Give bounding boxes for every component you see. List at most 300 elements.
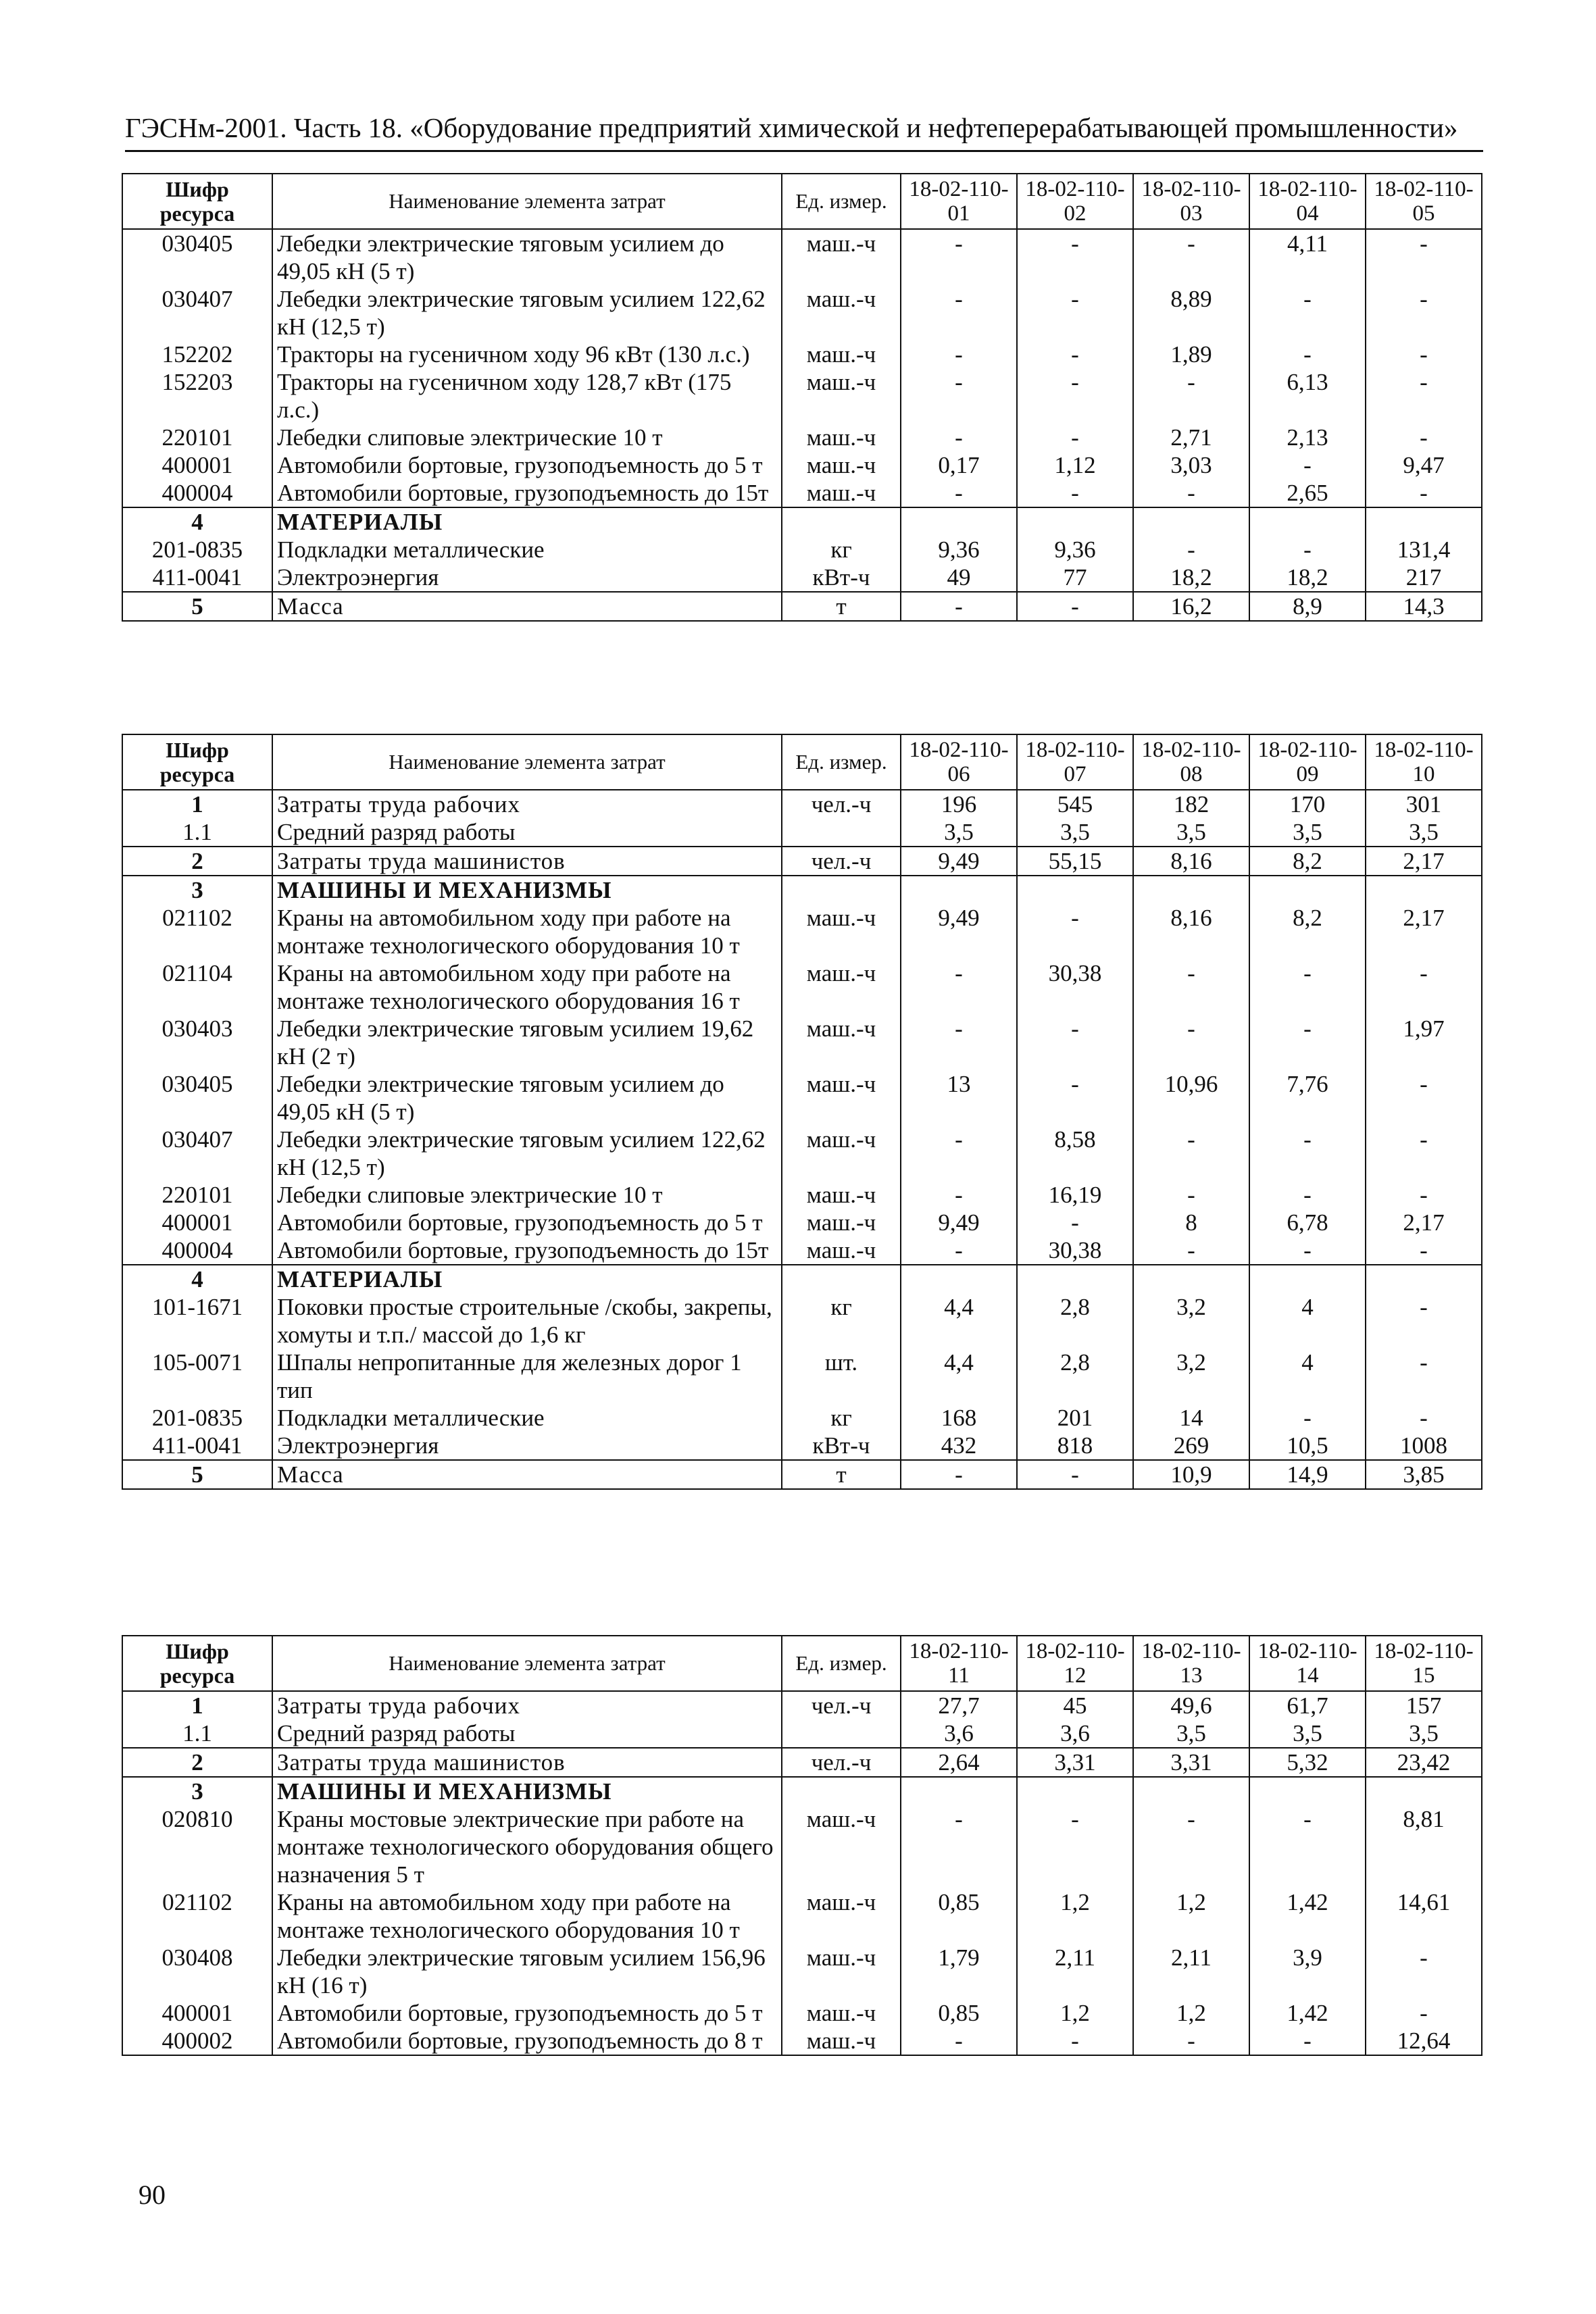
value-cell <box>901 507 1017 536</box>
resource-name-cell: Лебедки электрические тяговым усилием 122,62 кН (12,5 т) <box>272 1126 782 1181</box>
table-row <box>122 285 1482 341</box>
norm-column-header: 18-02-110-06 <box>901 734 1017 790</box>
value-cell: 3,5 <box>901 818 1017 847</box>
unit-column-header: Ед. измер. <box>782 174 901 229</box>
value-cell: 3,6 <box>1017 1719 1133 1748</box>
value-cell: - <box>1133 2027 1249 2055</box>
section-row <box>122 1460 1482 1489</box>
resource-code-cell: 3 <box>122 1777 272 1805</box>
value-cell: - <box>1249 959 1366 1015</box>
value-cell: - <box>1249 1015 1366 1070</box>
unit-cell: маш.-ч <box>782 479 901 507</box>
value-cell: 49,6 <box>1133 1691 1249 1719</box>
value-cell: 0,85 <box>901 1999 1017 2027</box>
value-cell: 2,8 <box>1017 1293 1133 1349</box>
resource-code-cell: 020810 <box>122 1805 272 1888</box>
value-cell: - <box>901 1015 1017 1070</box>
value-cell: - <box>1366 1070 1482 1126</box>
value-cell: 196 <box>901 790 1017 818</box>
value-cell <box>1017 1777 1133 1805</box>
resource-code-cell: 021102 <box>122 904 272 959</box>
table-row <box>122 1888 1482 1944</box>
value-cell: 4 <box>1249 1293 1366 1349</box>
value-cell: - <box>1249 1126 1366 1181</box>
resource-name-cell: Краны мостовые электрические при работе на монтаже технологического оборудования общего назначения 5 т <box>272 1805 782 1888</box>
table-row <box>122 229 1482 285</box>
value-cell: 14,3 <box>1366 592 1482 621</box>
resource-code-cell: 5 <box>122 592 272 621</box>
value-cell: 2,71 <box>1133 424 1249 451</box>
table-row <box>122 1805 1482 1888</box>
resource-code-cell: 411-0041 <box>122 1432 272 1460</box>
section-row <box>122 847 1482 876</box>
value-cell: 9,36 <box>1017 536 1133 563</box>
value-cell: 2,65 <box>1249 479 1366 507</box>
norm-column-header: 18-02-110-08 <box>1133 734 1249 790</box>
resource-name-cell: Лебедки слиповые электрические 10 т <box>272 1181 782 1209</box>
value-cell: - <box>901 592 1017 621</box>
resource-name-cell: Электроэнергия <box>272 1432 782 1460</box>
section-title-cell: МАШИНЫ И МЕХАНИЗМЫ <box>272 876 782 904</box>
norm-column-header: 18-02-110-12 <box>1017 1636 1133 1691</box>
resource-code-cell: 220101 <box>122 424 272 451</box>
value-cell: 30,38 <box>1017 1236 1133 1265</box>
unit-cell: маш.-ч <box>782 1944 901 1999</box>
value-cell: - <box>1249 1404 1366 1432</box>
value-cell: - <box>1133 229 1249 285</box>
section-title-cell: Масса <box>272 1460 782 1489</box>
value-cell: 27,7 <box>901 1691 1017 1719</box>
unit-cell: чел.-ч <box>782 1691 901 1719</box>
resource-name-cell: Средний разряд работы <box>272 1719 782 1748</box>
resource-code-cell: 400001 <box>122 1209 272 1236</box>
resource-name-cell: Краны на автомобильном ходу при работе на монтаже технологического оборудования 16 т <box>272 959 782 1015</box>
table-row <box>122 424 1482 451</box>
value-cell: 2,17 <box>1366 1209 1482 1236</box>
unit-cell: т <box>782 592 901 621</box>
value-cell: - <box>1249 451 1366 479</box>
resource-name-cell: Лебедки электрические тяговым усилием до 49,05 кН (5 т) <box>272 1070 782 1126</box>
resource-name-cell: Автомобили бортовые, грузоподъемность до 15т <box>272 1236 782 1265</box>
value-cell: 3,5 <box>1017 818 1133 847</box>
resource-name-cell: Автомобили бортовые, грузоподъемность до 5 т <box>272 451 782 479</box>
value-cell: - <box>1366 959 1482 1015</box>
resource-code-cell: 400002 <box>122 2027 272 2055</box>
unit-cell: чел.-ч <box>782 847 901 876</box>
unit-column-header: Ед. измер. <box>782 734 901 790</box>
resource-code-cell: 105-0071 <box>122 1349 272 1404</box>
resource-code-cell: 400004 <box>122 1236 272 1265</box>
resource-name-cell: Подкладки металлические <box>272 1404 782 1432</box>
resource-code-cell: 4 <box>122 507 272 536</box>
value-cell: - <box>1017 1805 1133 1888</box>
table-row <box>122 1236 1482 1265</box>
section-row <box>122 507 1482 536</box>
resource-code-cell: 021104 <box>122 959 272 1015</box>
value-cell: - <box>901 2027 1017 2055</box>
value-cell: 3,9 <box>1249 1944 1366 1999</box>
value-cell: 1,42 <box>1249 1888 1366 1944</box>
value-cell: 8 <box>1133 1209 1249 1236</box>
value-cell: 2,11 <box>1133 1944 1249 1999</box>
unit-cell: маш.-ч <box>782 1126 901 1181</box>
resource-code-cell: 1 <box>122 790 272 818</box>
table-header-row <box>122 734 1482 790</box>
value-cell: 30,38 <box>1017 959 1133 1015</box>
resource-code-cell: 030403 <box>122 1015 272 1070</box>
value-cell <box>901 1777 1017 1805</box>
resource-name-cell: Автомобили бортовые, грузоподъемность до 5 т <box>272 1209 782 1236</box>
resource-name-cell: Автомобили бортовые, грузоподъемность до 15т <box>272 479 782 507</box>
table-row <box>122 1015 1482 1070</box>
value-cell <box>1133 876 1249 904</box>
table-row <box>122 479 1482 507</box>
resource-code-cell: 4 <box>122 1265 272 1293</box>
code-column-header: Шифр ресурса <box>122 1636 272 1691</box>
resource-name-cell: Подкладки металлические <box>272 536 782 563</box>
table-row <box>122 1209 1482 1236</box>
value-cell <box>1133 507 1249 536</box>
section-row <box>122 1777 1482 1805</box>
resource-name-cell: Лебедки электрические тяговым усилием 122,62 кН (12,5 т) <box>272 285 782 341</box>
section-title-cell: Масса <box>272 592 782 621</box>
value-cell: 2,64 <box>901 1748 1017 1777</box>
resource-name-cell: Автомобили бортовые, грузоподъемность до 5 т <box>272 1999 782 2027</box>
value-cell: 0,85 <box>901 1888 1017 1944</box>
section-row <box>122 790 1482 818</box>
table-row <box>122 1070 1482 1126</box>
resource-name-cell: Поковки простые строительные /скобы, закрепы, хомуты и т.п./ массой до 1,6 кг <box>272 1293 782 1349</box>
value-cell: - <box>1017 2027 1133 2055</box>
resource-code-cell: 2 <box>122 847 272 876</box>
table-row <box>122 341 1482 368</box>
value-cell: - <box>901 1460 1017 1489</box>
value-cell: - <box>901 1805 1017 1888</box>
value-cell: - <box>1133 536 1249 563</box>
unit-cell: маш.-ч <box>782 451 901 479</box>
value-cell: - <box>901 1236 1017 1265</box>
value-cell: - <box>1366 229 1482 285</box>
table-row <box>122 2027 1482 2055</box>
value-cell: 5,32 <box>1249 1748 1366 1777</box>
value-cell: - <box>1366 1126 1482 1181</box>
value-cell: - <box>1133 1015 1249 1070</box>
value-cell: - <box>1249 341 1366 368</box>
value-cell: 2,17 <box>1366 847 1482 876</box>
resource-table-1 <box>122 173 1482 622</box>
value-cell: 8,89 <box>1133 285 1249 341</box>
resource-code-cell: 3 <box>122 876 272 904</box>
value-cell: 8,16 <box>1133 904 1249 959</box>
resource-name-cell: Лебедки электрические тяговым усилием 19,62 кН (2 т) <box>272 1015 782 1070</box>
value-cell: 23,42 <box>1366 1748 1482 1777</box>
value-cell: 170 <box>1249 790 1366 818</box>
unit-cell <box>782 1719 901 1748</box>
value-cell <box>1133 1265 1249 1293</box>
unit-cell <box>782 818 901 847</box>
resource-name-cell: Тракторы на гусеничном ходу 128,7 кВт (175 л.с.) <box>272 368 782 424</box>
unit-cell: маш.-ч <box>782 959 901 1015</box>
value-cell: - <box>1366 1999 1482 2027</box>
value-cell: 49 <box>901 563 1017 592</box>
value-cell: 3,03 <box>1133 451 1249 479</box>
table-row <box>122 1432 1482 1460</box>
value-cell: - <box>1366 368 1482 424</box>
resource-code-cell: 030407 <box>122 1126 272 1181</box>
value-cell: - <box>1133 1805 1249 1888</box>
table-row <box>122 1999 1482 2027</box>
value-cell <box>1366 507 1482 536</box>
value-cell: - <box>901 229 1017 285</box>
value-cell <box>1133 1777 1249 1805</box>
value-cell: 10,5 <box>1249 1432 1366 1460</box>
value-cell: - <box>1249 1805 1366 1888</box>
resource-name-cell: Электроэнергия <box>272 563 782 592</box>
value-cell: 18,2 <box>1133 563 1249 592</box>
value-cell: 3,5 <box>1366 1719 1482 1748</box>
table-row <box>122 563 1482 592</box>
value-cell: 217 <box>1366 563 1482 592</box>
value-cell: 432 <box>901 1432 1017 1460</box>
value-cell: 12,64 <box>1366 2027 1482 2055</box>
resource-code-cell: 1 <box>122 1691 272 1719</box>
value-cell: 545 <box>1017 790 1133 818</box>
section-title-cell: Затраты труда рабочих <box>272 790 782 818</box>
unit-cell <box>782 507 901 536</box>
table-header-row <box>122 1636 1482 1691</box>
value-cell: 3,5 <box>1249 1719 1366 1748</box>
value-cell: 4,4 <box>901 1349 1017 1404</box>
value-cell <box>1366 876 1482 904</box>
value-cell <box>1249 1777 1366 1805</box>
value-cell: 1,42 <box>1249 1999 1366 2027</box>
page-number: 90 <box>139 2180 166 2210</box>
value-cell: - <box>1366 341 1482 368</box>
value-cell <box>1017 1265 1133 1293</box>
table-row <box>122 368 1482 424</box>
value-cell: 0,17 <box>901 451 1017 479</box>
resource-code-cell: 201-0835 <box>122 536 272 563</box>
value-cell: 4,11 <box>1249 229 1366 285</box>
value-cell: - <box>1133 1181 1249 1209</box>
table-row <box>122 1181 1482 1209</box>
name-column-header: Наименование элемента затрат <box>272 1636 782 1691</box>
resource-code-cell: 400001 <box>122 451 272 479</box>
value-cell: - <box>1249 2027 1366 2055</box>
value-cell: - <box>1017 285 1133 341</box>
value-cell: 8,81 <box>1366 1805 1482 1888</box>
resource-code-cell: 152202 <box>122 341 272 368</box>
value-cell: 18,2 <box>1249 563 1366 592</box>
value-cell: 9,49 <box>901 1209 1017 1236</box>
value-cell <box>1017 507 1133 536</box>
norm-column-header: 18-02-110-03 <box>1133 174 1249 229</box>
resource-code-cell: 400004 <box>122 479 272 507</box>
resource-code-cell: 021102 <box>122 1888 272 1944</box>
resource-name-cell: Тракторы на гусеничном ходу 96 кВт (130 л.с.) <box>272 341 782 368</box>
resource-code-cell: 1.1 <box>122 1719 272 1748</box>
value-cell: 2,17 <box>1366 904 1482 959</box>
resource-name-cell: Автомобили бортовые, грузоподъемность до 8 т <box>272 2027 782 2055</box>
norm-column-header: 18-02-110-15 <box>1366 1636 1482 1691</box>
value-cell: 3,5 <box>1366 818 1482 847</box>
section-row <box>122 592 1482 621</box>
table-row <box>122 451 1482 479</box>
norm-column-header: 18-02-110-02 <box>1017 174 1133 229</box>
value-cell: 7,76 <box>1249 1070 1366 1126</box>
resource-code-cell: 2 <box>122 1748 272 1777</box>
unit-cell: маш.-ч <box>782 1209 901 1236</box>
value-cell: 1008 <box>1366 1432 1482 1460</box>
page-header: ГЭСНм-2001. Часть 18. «Оборудование предприятий химической и нефтеперерабатывающей промышленности» <box>125 108 1483 152</box>
resource-code-cell: 220101 <box>122 1181 272 1209</box>
value-cell: 3,5 <box>1133 1719 1249 1748</box>
table-row <box>122 1719 1482 1748</box>
value-cell: - <box>901 368 1017 424</box>
norm-column-header: 18-02-110-14 <box>1249 1636 1366 1691</box>
value-cell: 1,97 <box>1366 1015 1482 1070</box>
value-cell <box>901 1265 1017 1293</box>
value-cell: 1,89 <box>1133 341 1249 368</box>
unit-cell: маш.-ч <box>782 285 901 341</box>
value-cell: - <box>1366 1404 1482 1432</box>
value-cell: 4,4 <box>901 1293 1017 1349</box>
code-column-header: Шифр ресурса <box>122 174 272 229</box>
section-row <box>122 1691 1482 1719</box>
norm-column-header: 18-02-110-05 <box>1366 174 1482 229</box>
value-cell: - <box>901 424 1017 451</box>
value-cell: 3,2 <box>1133 1293 1249 1349</box>
value-cell: - <box>1366 479 1482 507</box>
unit-cell <box>782 876 901 904</box>
value-cell: - <box>1017 1209 1133 1236</box>
unit-cell: маш.-ч <box>782 904 901 959</box>
unit-cell: маш.-ч <box>782 1015 901 1070</box>
section-title-cell: Затраты труда рабочих <box>272 1691 782 1719</box>
value-cell: 818 <box>1017 1432 1133 1460</box>
unit-cell: кВт-ч <box>782 563 901 592</box>
value-cell: 55,15 <box>1017 847 1133 876</box>
value-cell: 301 <box>1366 790 1482 818</box>
resource-code-cell: 152203 <box>122 368 272 424</box>
value-cell: - <box>1366 1236 1482 1265</box>
resource-code-cell: 5 <box>122 1460 272 1489</box>
value-cell: 10,9 <box>1133 1460 1249 1489</box>
unit-cell: кг <box>782 1404 901 1432</box>
value-cell: 1,2 <box>1017 1999 1133 2027</box>
value-cell: - <box>1133 368 1249 424</box>
section-row <box>122 1265 1482 1293</box>
value-cell: 3,2 <box>1133 1349 1249 1404</box>
value-cell: 3,85 <box>1366 1460 1482 1489</box>
name-column-header: Наименование элемента затрат <box>272 174 782 229</box>
section-title-cell: МАТЕРИАЛЫ <box>272 1265 782 1293</box>
value-cell: 1,79 <box>901 1944 1017 1999</box>
value-cell: 2,8 <box>1017 1349 1133 1404</box>
value-cell: 6,13 <box>1249 368 1366 424</box>
value-cell: 2,11 <box>1017 1944 1133 1999</box>
value-cell <box>1017 876 1133 904</box>
value-cell: 6,78 <box>1249 1209 1366 1236</box>
value-cell: - <box>1017 1070 1133 1126</box>
value-cell: - <box>901 341 1017 368</box>
value-cell: 131,4 <box>1366 536 1482 563</box>
value-cell: - <box>1133 959 1249 1015</box>
table-row <box>122 904 1482 959</box>
resource-code-cell: 201-0835 <box>122 1404 272 1432</box>
unit-cell: маш.-ч <box>782 1805 901 1888</box>
table-row <box>122 1293 1482 1349</box>
table-row <box>122 1126 1482 1181</box>
unit-cell: маш.-ч <box>782 1181 901 1209</box>
unit-cell: т <box>782 1460 901 1489</box>
value-cell: 3,5 <box>1249 818 1366 847</box>
value-cell: 8,2 <box>1249 904 1366 959</box>
unit-cell: маш.-ч <box>782 229 901 285</box>
resource-name-cell: Средний разряд работы <box>272 818 782 847</box>
value-cell: 16,19 <box>1017 1181 1133 1209</box>
value-cell: 1,12 <box>1017 451 1133 479</box>
unit-cell: кг <box>782 536 901 563</box>
value-cell: 61,7 <box>1249 1691 1366 1719</box>
value-cell: 3,31 <box>1133 1748 1249 1777</box>
resource-name-cell: Лебедки электрические тяговым усилием 156,96 кН (16 т) <box>272 1944 782 1999</box>
value-cell: 45 <box>1017 1691 1133 1719</box>
value-cell: - <box>1017 368 1133 424</box>
unit-cell: кВт-ч <box>782 1432 901 1460</box>
value-cell: - <box>1249 1181 1366 1209</box>
unit-cell: кг <box>782 1293 901 1349</box>
unit-cell: маш.-ч <box>782 1236 901 1265</box>
value-cell: 8,58 <box>1017 1126 1133 1181</box>
value-cell: 8,2 <box>1249 847 1366 876</box>
section-title-cell: МАШИНЫ И МЕХАНИЗМЫ <box>272 1777 782 1805</box>
value-cell <box>901 876 1017 904</box>
unit-cell: чел.-ч <box>782 790 901 818</box>
value-cell: 14,61 <box>1366 1888 1482 1944</box>
value-cell <box>1366 1265 1482 1293</box>
section-row <box>122 1748 1482 1777</box>
value-cell: 13 <box>901 1070 1017 1126</box>
resource-code-cell: 1.1 <box>122 818 272 847</box>
table-row <box>122 1404 1482 1432</box>
value-cell: - <box>1017 229 1133 285</box>
resource-code-cell: 030405 <box>122 1070 272 1126</box>
norm-column-header: 18-02-110-01 <box>901 174 1017 229</box>
value-cell: - <box>1017 592 1133 621</box>
norm-column-header: 18-02-110-13 <box>1133 1636 1249 1691</box>
value-cell <box>1249 1265 1366 1293</box>
norm-column-header: 18-02-110-09 <box>1249 734 1366 790</box>
table-header-row <box>122 174 1482 229</box>
resource-name-cell: Краны на автомобильном ходу при работе на монтаже технологического оборудования 10 т <box>272 904 782 959</box>
value-cell: - <box>1017 341 1133 368</box>
unit-cell: чел.-ч <box>782 1748 901 1777</box>
value-cell: - <box>1249 1236 1366 1265</box>
value-cell: - <box>1017 479 1133 507</box>
value-cell: 9,36 <box>901 536 1017 563</box>
value-cell: - <box>1017 1015 1133 1070</box>
section-title-cell: МАТЕРИАЛЫ <box>272 507 782 536</box>
value-cell <box>1249 507 1366 536</box>
value-cell: - <box>901 479 1017 507</box>
table-row <box>122 536 1482 563</box>
code-column-header: Шифр ресурса <box>122 734 272 790</box>
value-cell: - <box>1366 1181 1482 1209</box>
unit-cell: маш.-ч <box>782 1070 901 1126</box>
value-cell: 9,49 <box>901 904 1017 959</box>
value-cell: 1,2 <box>1133 1888 1249 1944</box>
